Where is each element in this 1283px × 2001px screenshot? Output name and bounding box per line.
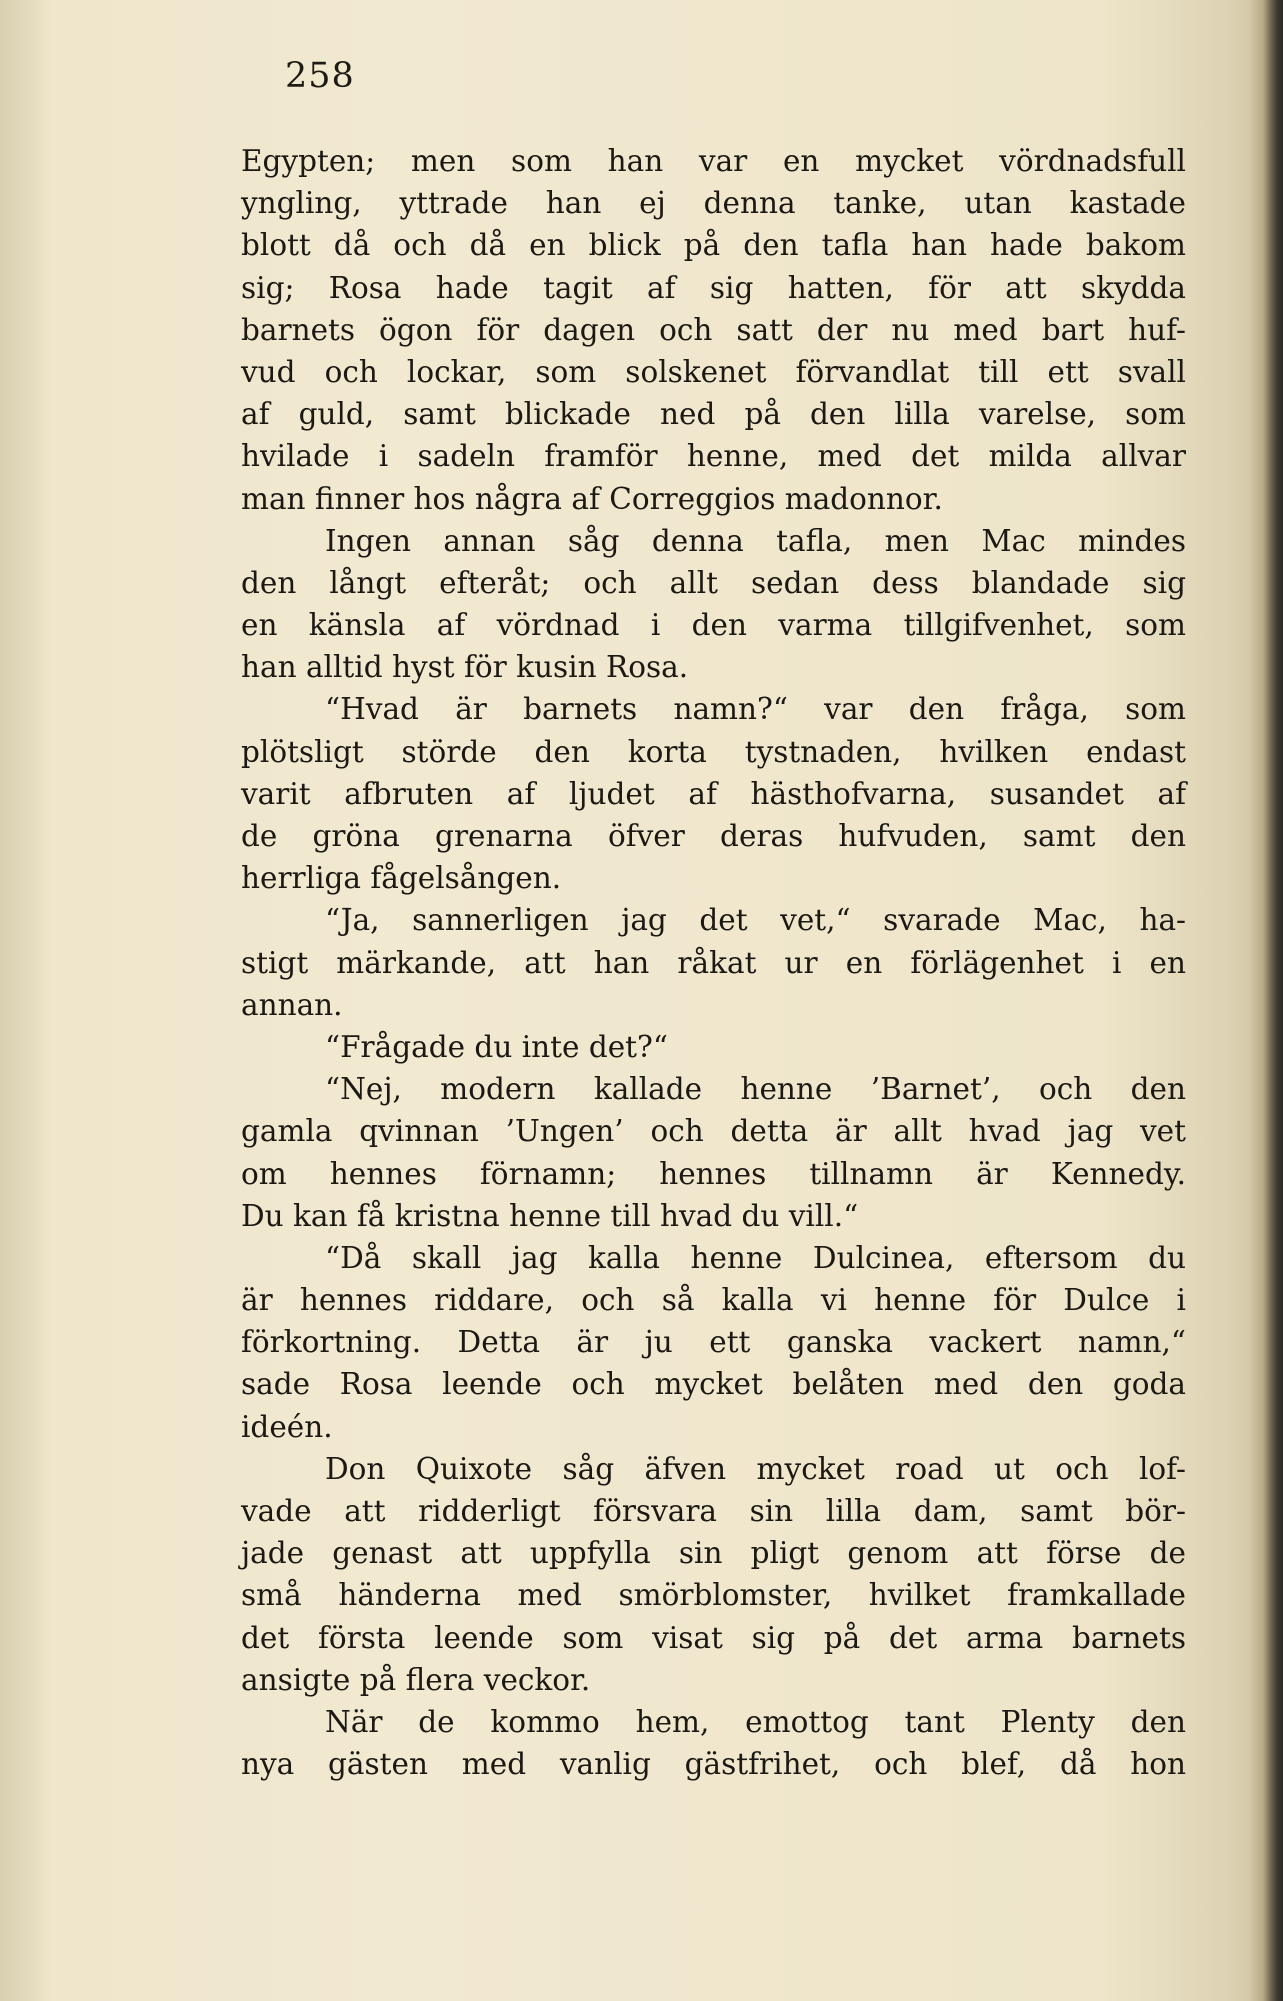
body-text <box>241 140 1186 1785</box>
text-line: om hennes förnamn; hennes tillnamn är Kennedy. <box>241 1156 1186 1191</box>
text-line: de gröna grenarna öfver deras hufvuden, samt den <box>241 819 1186 853</box>
page-left-edge <box>0 0 52 2001</box>
text-line: ansigte på flera veckor. <box>241 1662 591 1697</box>
text-line: yngling, yttrade han ej denna tanke, utan kastade <box>241 186 1186 221</box>
text-line: han alltid hyst för kusin Rosa. <box>241 650 689 685</box>
text-line: af guld, samt blickade ned på den lilla varelse, som <box>241 397 1186 432</box>
text-line: nya gästen med vanlig gästfrihet, och blef, då hon <box>241 1747 1186 1782</box>
text-line: förkortning. Detta är ju ett ganska vackert namn,“ <box>241 1325 1186 1360</box>
text-line: “Frågade du inte det?“ <box>325 1029 668 1064</box>
text-line: Don Quixote såg äfven mycket road ut och lof- <box>325 1451 1186 1486</box>
text-line: sig; Rosa hade tagit af sig hatten, för att skydda <box>241 270 1186 305</box>
book-binding-shadow <box>1249 0 1283 2001</box>
text-line: den långt efteråt; och allt sedan dess blandade sig <box>241 565 1186 600</box>
text-line: vade att ridderligt försvara sin lilla dam, samt bör- <box>241 1494 1186 1528</box>
text-line: är hennes riddare, och så kalla vi henne för Dulce i <box>241 1283 1186 1318</box>
text-line: “Då skall jag kalla henne Dulcinea, eftersom du <box>325 1240 1186 1275</box>
text-line: jade genast att uppfylla sin pligt genom att förse de <box>241 1536 1186 1571</box>
text-line: Ingen annan såg denna tafla, men Mac mindes <box>325 523 1186 558</box>
text-line: sade Rosa leende och mycket belåten med den goda <box>241 1367 1186 1402</box>
text-line: en känsla af vördnad i den varma tillgifvenhet, som <box>241 608 1186 643</box>
text-line: barnets ögon för dagen och satt der nu med bart huf- <box>241 312 1186 347</box>
text-line: Egypten; men som han var en mycket vördnadsfull <box>241 144 1186 178</box>
text-line: “Nej, modern kallade henne ’Barnet’, och den <box>325 1072 1186 1107</box>
text-line: När de kommo hem, emottog tant Plenty den <box>325 1704 1186 1739</box>
text-line: stigt märkande, att han råkat ur en förlägenhet i en <box>241 945 1186 980</box>
text-line: man finner hos några af Correggios madonnor. <box>241 481 943 516</box>
text-line: hvilade i sadeln framför henne, med det milda allvar <box>241 439 1186 474</box>
text-line: plötsligt störde den korta tystnaden, hvilken endast <box>241 734 1186 769</box>
text-line: gamla qvinnan ’Ungen’ och detta är allt hvad jag vet <box>241 1114 1186 1149</box>
text-line: det första leende som visat sig på det arma barnets <box>241 1620 1186 1655</box>
page-number: 258 <box>285 56 355 96</box>
text-line: små händerna med smörblomster, hvilket framkallade <box>241 1578 1186 1613</box>
text-line: annan. <box>241 987 343 1022</box>
text-line: ideén. <box>241 1409 333 1444</box>
text-line: Du kan få kristna henne till hvad du vill.“ <box>241 1198 859 1233</box>
text-line: varit afbruten af ljudet af hästhofvarna, susandet af <box>241 776 1186 811</box>
text-line: blott då och då en blick på den tafla han hade bakom <box>241 228 1186 263</box>
text-line: vud och lockar, som solskenet förvandlat till ett svall <box>241 354 1186 389</box>
text-line: “Hvad är barnets namn?“ var den fråga, som <box>325 692 1186 727</box>
text-line: “Ja, sannerligen jag det vet,“ svarade Mac, ha- <box>325 903 1186 938</box>
text-line: herrliga fågelsången. <box>241 861 562 896</box>
